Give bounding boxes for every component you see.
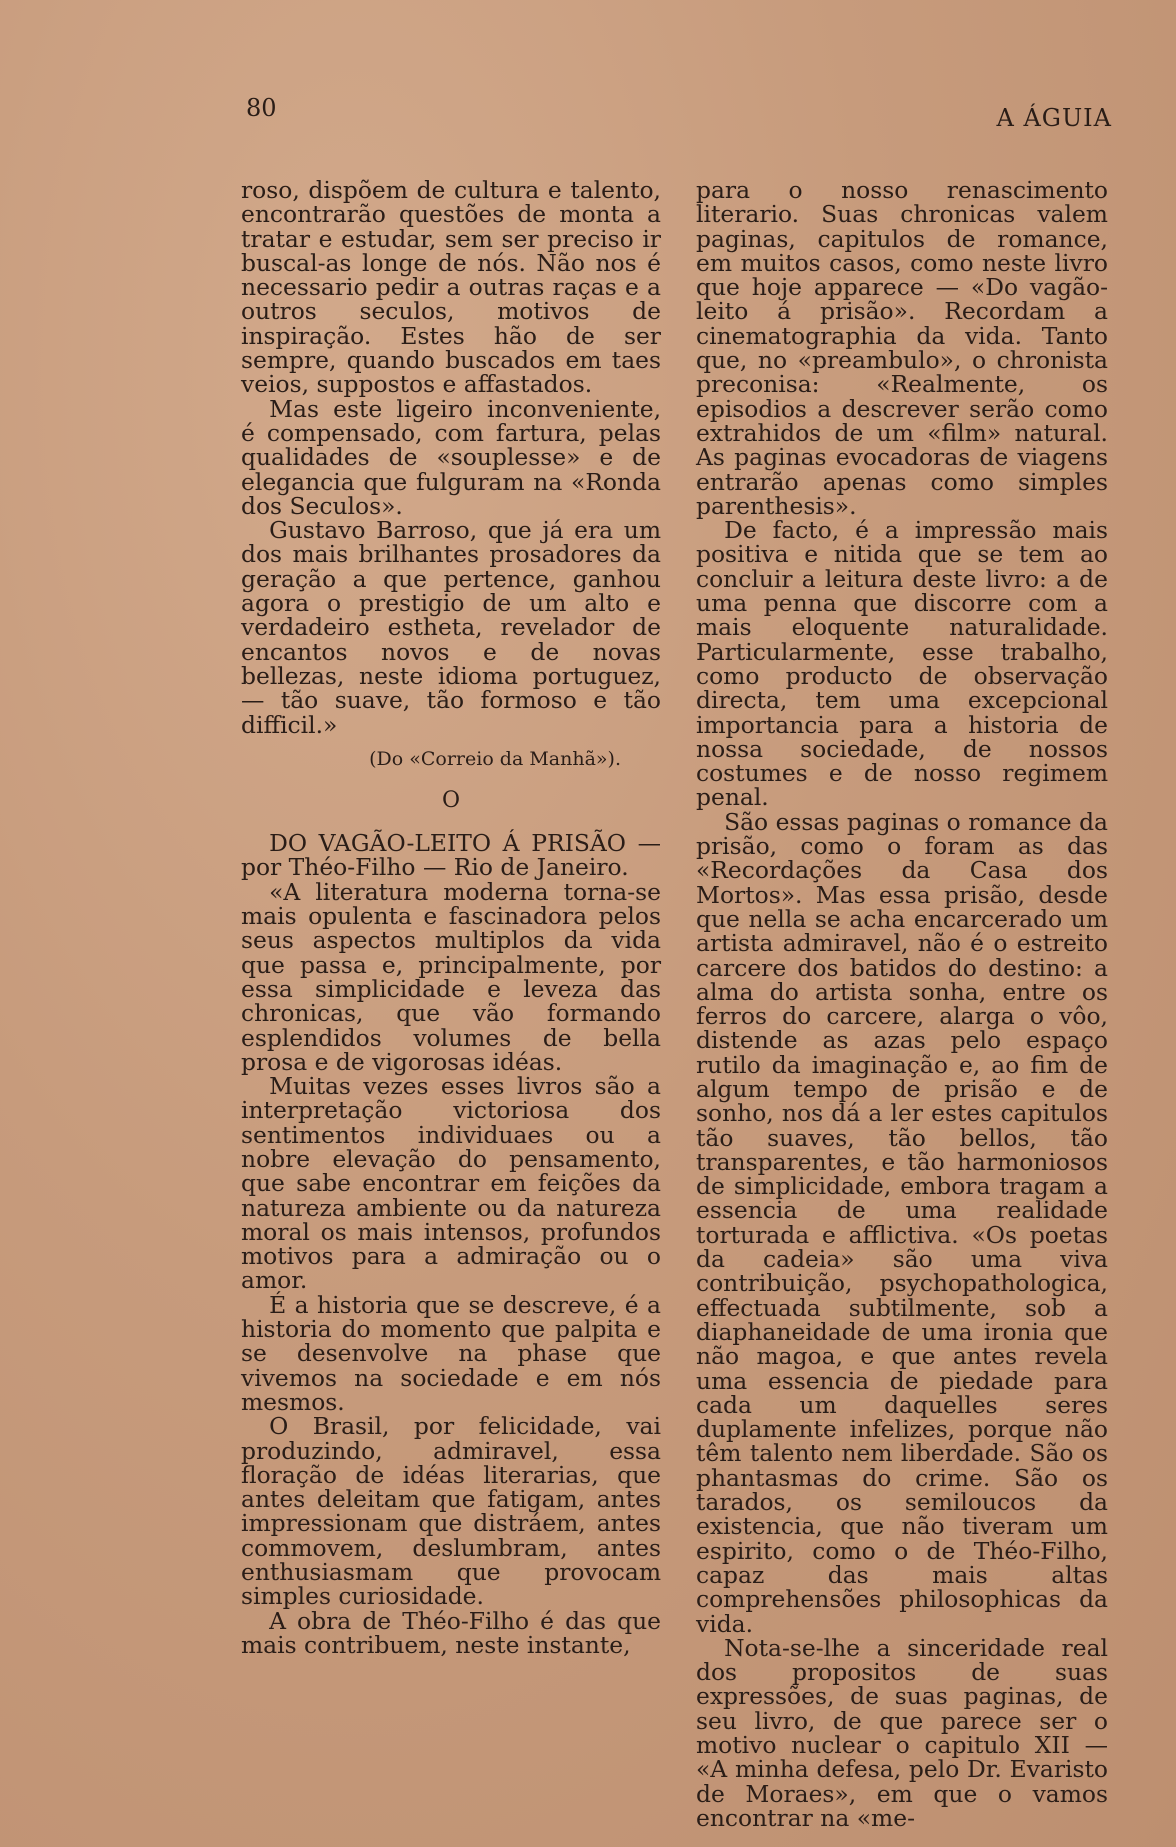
paragraph: É a historia que se descreve, é a historia do momento que palpita e se desenvolve na phase que vivemos na sociedade e em nós mesmos. <box>241 1290 661 1416</box>
section-separator: O <box>441 787 461 813</box>
paragraph: Gustavo Barroso, que já era um dos mais brilhantes prosadores da geração a que pertence, ganhou agora o prestigio de um alto e verdadeiro estheta, revelador de encantos novos e de novas bellezas, neste idioma portuguez, — tão suave, tão formoso e tão difficil.» <box>241 516 661 739</box>
running-title: A ÁGUIA <box>996 104 1112 132</box>
left-column <box>241 178 661 1657</box>
paragraph: Mas este ligeiro inconveniente, é compensado, com fartura, pelas qualidades de «souplesse» e de elegancia que fulguram na «Ronda dos Seculos». <box>241 394 661 520</box>
book-review-title: DO VAGÃO-LEITO Á PRISÃO — por Théo-Filho — Rio de Janeiro. <box>241 829 661 882</box>
paragraph: São essas paginas o romance da prisão, como o foram as das «Recordações da Casa dos Mortos». Mas essa prisão, desde que nella se acha encarcerado um artista admiravel, não é o estreito carcere dos batidos do destino: a alma do artista sonha, entre os ferros do carcere, alarga o vôo, distende as azas pelo espaço rutilo da imaginação e, ao fim de algum tempo de prisão e de sonho, nos dá a ler estes capitulos tão suaves, tão bellos, tão transparentes, e tão harmoniosos de simplicidade, embora tragam a essencia de uma realidade torturada e afflictiva. «Os poetas da cadeia» são uma viva contribuição, psychopathologica, effectuada subtilmente, sob a diaphaneidade de uma ironia que não magoa, e que antes revela uma essencia de piedade para cada um daquelles seres duplamente infelizes, porque não têm talento nem liberdade. São os phantasmas do crime. São os tarados, os semiloucos da existencia, que não tiveram um espirito, como o de Théo-Filho, capaz das mais altas comprehensões philosophicas da vida. <box>696 807 1108 1638</box>
paragraph: roso, dispõem de cultura e talento, encontrarão questões de monta a tratar e estudar, sem ser preciso ir buscal-as longe de nós. Não nos é necessario pedir a outras raças e a outros seculos, motivos de inspiração. Estes hão de ser sempre, quando buscados em taes veios, suppostos e affastados. <box>241 176 661 399</box>
paragraph: O Brasil, por felicidade, vai produzindo, admiravel, essa floração de idéas literarias, que antes deleitam que fatigam, antes impressionam que distráem, antes commovem, deslumbram, antes enthusiasmam que provocam simples curiosidade. <box>241 1412 661 1611</box>
paragraph: «A literatura moderna torna-se mais opulenta e fascinadora pelos seus aspectos multiplos da vida que passa e, principalmente, por essa simplicidade e leveza das chronicas, que vão formando esplendidos volumes de bella prosa e de vigorosas idéas. <box>241 877 661 1076</box>
paragraph: Nota-se-lhe a sinceridade real dos propositos de suas expressões, de suas paginas, de seu livro, de que parece ser o motivo nuclear o capitulo XII — «A minha defesa, pelo Dr. Evaristo de Moraes», em que o vamos encontrar na «me- <box>696 1633 1108 1832</box>
paragraph: para o nosso renascimento literario. Suas chronicas valem paginas, capitulos de romance, em muitos casos, como neste livro que hoje apparece — «Do vagão-leito á prisão». Recordam a cinematographia da vida. Tanto que, no «preambulo», o chronista preconisa: «Realmente, os episodios a descrever serão como extrahidos de um «film» natural. As paginas evocadoras de viagens entrarão apenas como simples parenthesis». <box>696 176 1108 520</box>
paragraph: De facto, é a impressão mais positiva e nitida que se tem ao concluir a leitura deste livro: a de uma penna que discorre com a mais eloquente naturalidade. Particularmente, esse trabalho, como producto de observação directa, tem uma excepcional importancia para a historia de nossa sociedade, de nossos costumes e de nosso regimem penal. <box>696 516 1108 812</box>
right-column <box>696 178 1108 1830</box>
paragraph: A obra de Théo-Filho é das que mais contribuem, neste instante, <box>241 1606 661 1659</box>
source-citation: (Do «Correio da Manhã»). <box>369 747 621 770</box>
paragraph: Muitas vezes esses livros são a interpretação victoriosa dos sentimentos individuaes ou a nobre elevação do pensamento, que sabe encontrar em feições da natureza ambiente ou da natureza moral os mais intensos, profundos motivos para a admiração ou o amor. <box>241 1072 661 1295</box>
page-number: 80 <box>246 94 277 122</box>
